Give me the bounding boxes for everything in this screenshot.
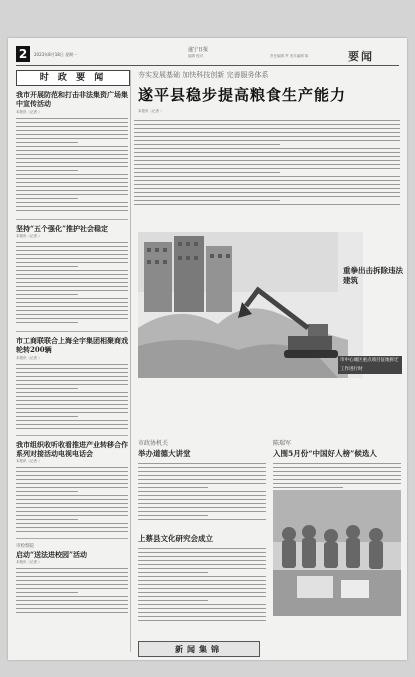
text-line [16, 588, 128, 589]
header-editor: 责任编辑 罗 美术编辑 陈 [270, 54, 309, 58]
story-body [16, 362, 128, 432]
text-line [16, 400, 128, 401]
left-story-2 [16, 220, 128, 332]
text-line [16, 580, 128, 581]
text-line [134, 172, 280, 173]
text-line [138, 576, 266, 577]
text-line [16, 250, 128, 251]
page-number: 2 [16, 46, 30, 62]
text-line [16, 576, 128, 577]
text-line [134, 176, 400, 177]
text-line [16, 166, 128, 167]
text-line [138, 487, 208, 488]
text-line [16, 412, 128, 413]
left-story-4 [16, 436, 128, 539]
column-divider [130, 70, 131, 652]
text-line [138, 568, 266, 569]
text-line [134, 140, 400, 141]
news-collection-banner: 新闻集锦 [138, 641, 260, 657]
text-line [16, 584, 128, 585]
text-line [16, 424, 128, 425]
left-story-5 [16, 539, 128, 619]
text-line [16, 194, 128, 195]
text-line [16, 527, 128, 528]
text-line [16, 519, 78, 520]
text-line [138, 600, 208, 601]
text-line [16, 302, 128, 303]
text-line [138, 592, 266, 593]
text-line [16, 392, 128, 393]
text-line [16, 600, 128, 601]
text-line [138, 556, 266, 557]
text-line [16, 270, 128, 271]
text-line [16, 475, 128, 476]
story-body [16, 566, 128, 616]
text-line [16, 322, 78, 323]
photo-story-title: 重拳出击拆除违法建筑 [343, 266, 403, 285]
text-line [273, 475, 401, 476]
column-banner: 时 政 要 闻 [16, 70, 130, 86]
text-line [138, 491, 266, 492]
text-line [134, 132, 400, 133]
text-line [134, 168, 400, 169]
text-line [134, 160, 400, 161]
text-line [273, 467, 401, 468]
text-line [138, 519, 266, 520]
text-line [16, 372, 128, 373]
text-line [16, 154, 128, 155]
text-line [138, 515, 208, 516]
lead-title: 遂平县稳步提高粮食生产能力 [138, 86, 347, 104]
text-line [16, 495, 128, 496]
text-line [138, 596, 266, 597]
box-story-kicker: 陈瑞军 [273, 440, 292, 447]
text-line [16, 384, 128, 385]
text-line [138, 620, 266, 621]
left-story-3 [16, 332, 128, 436]
text-line [16, 310, 128, 311]
header-info: 编辑 校对 [188, 54, 204, 58]
newspaper-page [8, 38, 407, 660]
text-line [16, 404, 128, 405]
text-line [134, 192, 400, 193]
text-line [138, 584, 266, 585]
text-line [134, 184, 400, 185]
text-line [16, 483, 128, 484]
text-line [16, 286, 128, 287]
text-line [138, 467, 266, 468]
story-body [16, 240, 128, 328]
text-line [138, 548, 266, 549]
text-line [16, 130, 128, 131]
text-line [16, 158, 128, 159]
story-byline: 本报讯（记者 ） [16, 234, 42, 238]
text-line [16, 376, 128, 377]
text-line [16, 503, 128, 504]
text-line [16, 170, 78, 171]
story-title: 我市组织收听收看推进产业转移合作系列对接活动电视电话会 [16, 440, 128, 458]
text-line [134, 144, 280, 145]
text-line [273, 487, 343, 488]
text-line [16, 380, 128, 381]
text-line [16, 178, 128, 179]
text-line [16, 416, 78, 417]
text-line [16, 306, 128, 307]
text-line [16, 364, 128, 365]
text-line [16, 420, 128, 421]
text-line [16, 162, 128, 163]
left-story-1 [16, 86, 128, 220]
text-line [134, 128, 400, 129]
text-line [138, 580, 266, 581]
lead-subtitle: 夯实发展基础 加快科技创新 完善服务体系 [138, 71, 269, 79]
text-line [16, 150, 128, 151]
text-line [16, 298, 128, 299]
lead-body [134, 118, 400, 210]
text-line [138, 612, 266, 613]
text-line [16, 388, 78, 389]
story-byline: 本报讯（记者 ） [16, 560, 42, 564]
text-line [16, 511, 128, 512]
issue-date: 2023年8月18日 星期一 [34, 52, 78, 57]
text-line [134, 180, 400, 181]
text-line [134, 156, 400, 157]
lead-byline: 本报讯（记者 ） [138, 109, 164, 113]
text-line [138, 471, 266, 472]
story-body [16, 116, 128, 216]
text-line [16, 174, 128, 175]
text-line [134, 148, 400, 149]
text-line [16, 408, 128, 409]
text-line [138, 483, 266, 484]
story-body [16, 465, 128, 535]
header-rule [16, 65, 399, 66]
text-line [138, 572, 208, 573]
text-line [16, 242, 128, 243]
text-line [16, 396, 128, 397]
text-line [16, 612, 128, 613]
text-line [138, 475, 266, 476]
text-line [16, 467, 128, 468]
text-line [134, 120, 400, 121]
text-line [16, 294, 78, 295]
story-kicker: 市检察院 [16, 544, 34, 549]
story-title: 坚持“五个强化”推护社会稳定 [16, 224, 109, 233]
text-line [138, 552, 266, 553]
box-story-title: 入围5月份“中国好人榜”候选人 [273, 449, 377, 458]
box-story-title: 上蔡县文化研究会成立 [138, 534, 213, 543]
text-line [138, 495, 266, 496]
text-line [16, 210, 128, 211]
text-line [16, 507, 128, 508]
text-line [16, 282, 128, 283]
left-news-column [16, 70, 128, 652]
text-line [16, 126, 128, 127]
text-line [134, 196, 400, 197]
box-story-1 [138, 438, 266, 523]
text-line [16, 186, 128, 187]
text-line [16, 479, 128, 480]
text-line [16, 262, 128, 263]
page-header [8, 38, 407, 66]
text-line [16, 278, 128, 279]
text-line [16, 142, 78, 143]
text-line [134, 188, 400, 189]
text-line [134, 164, 400, 165]
text-line [138, 608, 266, 609]
text-line [16, 118, 128, 119]
text-line [16, 314, 128, 315]
text-line [16, 198, 78, 199]
text-line [16, 592, 78, 593]
box-story-3 [138, 532, 266, 624]
text-line [16, 274, 128, 275]
text-line [16, 523, 128, 524]
text-line [16, 290, 128, 291]
text-line [16, 266, 78, 267]
text-line [16, 318, 128, 319]
text-line [16, 491, 78, 492]
text-line [134, 204, 400, 205]
text-line [138, 479, 266, 480]
text-line [138, 507, 266, 508]
story-byline: 本报讯（记者 ） [16, 459, 42, 463]
text-line [16, 531, 128, 532]
text-line [16, 202, 128, 203]
text-line [273, 483, 401, 484]
text-line [138, 463, 266, 464]
text-line [16, 190, 128, 191]
story-title: 市工商联联合上海全宇集团相聚商戏轮转200辆 [16, 336, 128, 354]
text-line [138, 499, 266, 500]
text-line [16, 568, 128, 569]
text-line [273, 463, 401, 464]
section-title: 要闻 [348, 50, 374, 63]
text-line [138, 604, 266, 605]
text-line [138, 616, 266, 617]
text-line [138, 564, 266, 565]
text-line [134, 152, 400, 153]
text-line [138, 503, 266, 504]
text-line [273, 471, 401, 472]
paper-name: 遂宁日报 [188, 47, 209, 53]
text-line [16, 572, 128, 573]
text-line [138, 588, 266, 589]
text-line [134, 200, 280, 201]
text-line [16, 246, 128, 247]
text-line [16, 138, 128, 139]
text-line [273, 479, 401, 480]
text-line [138, 560, 266, 561]
box-story-body [138, 461, 266, 523]
story-title: 启动“送法进校园”活动 [16, 550, 88, 559]
photo-story-box: 市中心城区重点项目征地拆迁工作进行时 [338, 356, 402, 374]
text-line [16, 487, 128, 488]
text-line [16, 515, 128, 516]
text-line [16, 182, 128, 183]
text-line [16, 604, 128, 605]
story-byline: 本报讯（记者 ） [16, 356, 42, 360]
text-line [16, 608, 128, 609]
crowd-photo [273, 490, 401, 616]
story-title: 我市开展防范和打击非法集资广场集中宣传活动 [16, 90, 128, 108]
text-line [134, 124, 400, 125]
text-line [16, 206, 128, 207]
text-line [138, 511, 266, 512]
text-line [16, 596, 128, 597]
text-line [16, 146, 128, 147]
text-line [16, 368, 128, 369]
text-line [16, 254, 128, 255]
story-byline: 本报讯（记者 ） [16, 110, 42, 114]
text-line [16, 499, 128, 500]
text-line [134, 136, 400, 137]
crowd-image [273, 490, 401, 616]
text-line [16, 428, 128, 429]
text-line [16, 471, 128, 472]
box-story-body [138, 546, 266, 624]
text-line [16, 134, 128, 135]
box-story-title: 举办道德大讲堂 [138, 449, 191, 458]
text-line [16, 258, 128, 259]
text-line [16, 122, 128, 123]
box-story-kicker: 市政协机关 [138, 440, 169, 447]
